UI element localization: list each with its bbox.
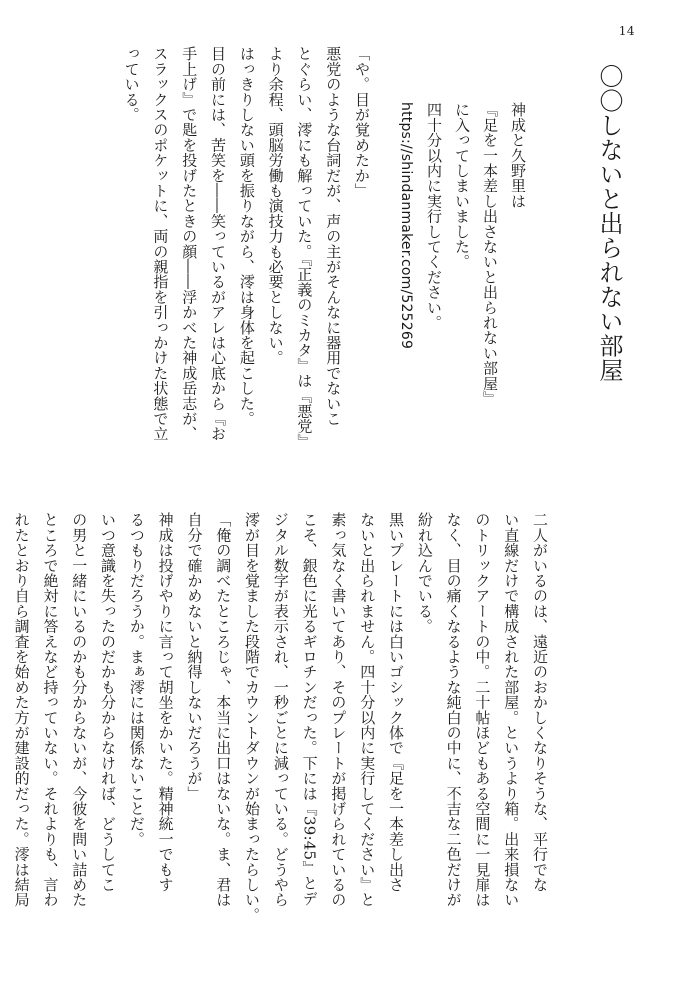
text-line: はっきりしない頭を振りながら、澪は身体を起こした。 bbox=[237, 46, 256, 426]
text-line: 「や。目が覚めたか」 bbox=[353, 46, 371, 198]
prompt-block bbox=[392, 102, 532, 406]
text-line: るつもりだろうか。まぁ澪には関係ないことだ。 bbox=[127, 512, 146, 847]
text-line: いつ意識を失ったのだかも分からなければ、どうしてこ bbox=[99, 512, 118, 892]
text-line: 目の前には、苦笑を――笑っているがアレは心底から『お bbox=[209, 46, 228, 442]
text-line: なく、目の痛くなるような純白の中に、不吉な二色だけが bbox=[444, 512, 463, 908]
text-line: 自分で確かめないと納得しないだろうが」 bbox=[185, 512, 204, 801]
prompt-line: 四十分以内に実行してください。 bbox=[425, 102, 443, 330]
text-line: 「俺の調べたところじゃ、本当に出口はないな。ま、君は bbox=[214, 512, 233, 908]
text-line: より余程、頭脳労働も演技力も必要としない。 bbox=[266, 46, 285, 366]
text-line: 神成は投げやりに言って胡坐をかいた。精神統一でもす bbox=[156, 512, 175, 892]
prompt-line: に入ってしまいました。 bbox=[453, 102, 471, 270]
prompt-line: 『足を一本差し出さないと出られない部屋』 bbox=[481, 102, 499, 406]
text-line: ないと出られません。四十分以内に実行してください』と bbox=[358, 512, 377, 908]
upper-column-text bbox=[122, 46, 376, 456]
text-line: 黒いプレートには白いゴシック体で『足を一本差し出さ bbox=[387, 512, 406, 892]
text-line: 澪が目を覚ました段階でカウントダウンが始まったらしい。 bbox=[243, 512, 262, 923]
text-line: い直線だけで構成された部屋。というより箱。出来損ない bbox=[502, 512, 521, 908]
prompt-line: 神成と久野里は bbox=[509, 102, 527, 209]
text-line: 二人がいるのは、遠近のおかしくなりそうな、平行でな bbox=[531, 512, 549, 892]
text-line: ところで絶対に答えなど持っていない。それよりも、言わ bbox=[41, 512, 60, 908]
lower-column-text bbox=[12, 512, 554, 923]
text-line: こそ、銀色に光るギロチンだった。下には『39:45』とデ bbox=[300, 512, 319, 906]
prompt-url[interactable]: https://shindanmaker.com/525269 bbox=[398, 102, 414, 350]
text-line: のトリックアートの中。二十帖ほどもある空間に一見扉は bbox=[473, 512, 492, 908]
text-line: っている。 bbox=[122, 46, 141, 122]
text-line: とぐらい、澪にも解っていた。『正義のミカタ』は『悪党』 bbox=[295, 46, 314, 449]
text-line: 素っ気なく書いてあり、そのプレートが掲げられているの bbox=[329, 512, 348, 908]
text-line: れたとおり自ら調査を始めた方が建設的だった。澪は結局 bbox=[12, 512, 31, 908]
text-line: 紛れ込んでいる。 bbox=[415, 512, 434, 634]
text-line: の男と一緒にいるのかも分からないが、今彼を問い詰めた bbox=[70, 512, 89, 908]
text-line: スラックスのポケットに、両の親指を引っかけた状態で立 bbox=[151, 46, 170, 442]
text-line: 悪党のような台詞だが、声の主がそんなに器用でないこ bbox=[324, 46, 343, 426]
chapter-title: 〇〇しないと出られない部屋 bbox=[595, 64, 623, 383]
text-line: ジタル数字が表示され、一秒ごとに減っている。どうやら bbox=[271, 512, 290, 908]
page-number: 14 bbox=[618, 24, 635, 38]
text-line: 手上げ』で匙を投げたときの顔――浮かべた神成岳志が、 bbox=[180, 46, 199, 442]
